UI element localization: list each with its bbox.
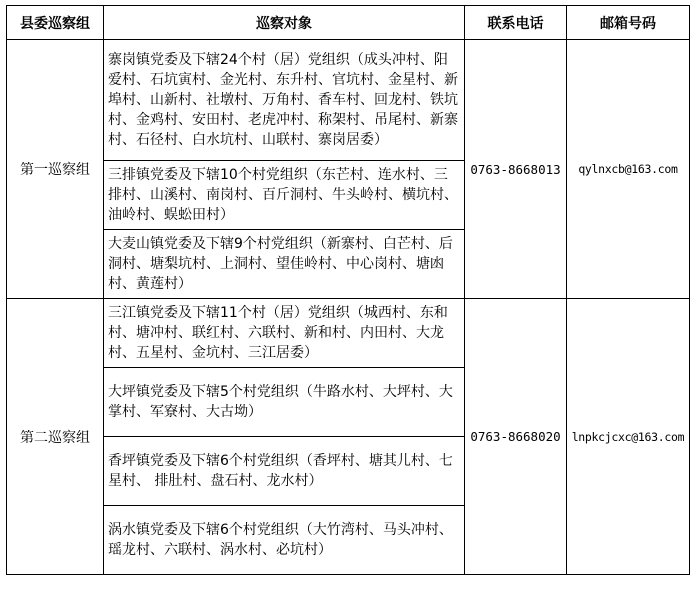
group-name: 第二巡察组 [7,299,104,575]
table-row [7,299,690,368]
table-row [7,40,690,161]
target-cell: 三江镇党委及下辖11个村（居）党组织（城西村、东和村、塘冲村、联红村、六联村、新和村、内田村、大龙村、五星村、金坑村、三江居委） [104,299,465,368]
target-cell: 大麦山镇党委及下辖9个村党组织（新寨村、白芒村、后洞村、塘梨坑村、上洞村、望佳岭村、中心岗村、塘凼村、黄莲村） [104,230,465,299]
email-address: lnpkcjcxc@163.com [567,299,690,575]
target-cell: 三排镇党委及下辖10个村党组织（东芒村、连水村、三排村、山溪村、南岗村、百斤洞村、牛头岭村、横坑村、油岭村、蜈蚣田村） [104,161,465,230]
header-target: 巡察对象 [104,6,465,40]
target-cell: 大坪镇党委及下辖5个村党组织（牛路水村、大坪村、大掌村、军寮村、大古坳） [104,368,465,437]
header-email: 邮箱号码 [567,6,690,40]
phone-number: 0763-8668020 [465,299,567,575]
target-cell: 香坪镇党委及下辖6个村党组织（香坪村、塘其儿村、七星村、 排肚村、盘石村、龙水村） [104,437,465,506]
group-name: 第一巡察组 [7,40,104,299]
email-address: qylnxcb@163.com [567,40,690,299]
header-row [7,6,690,40]
phone-number: 0763-8668013 [465,40,567,299]
inspection-table [6,5,690,575]
header-phone: 联系电话 [465,6,567,40]
header-group: 县委巡察组 [7,6,104,40]
target-cell: 涡水镇党委及下辖6个村党组织（大竹湾村、马头冲村、瑶龙村、六联村、涡水村、必坑村） [104,506,465,575]
target-cell: 寨岗镇党委及下辖24个村（居）党组织（成头冲村、阳爱村、石坑寅村、金光村、东升村、官坑村、金星村、新埠村、山新村、社墩村、万角村、香车村、回龙村、铁坑村、金鸡村、安田村、老虎冲村、称架村、吊尾村、新寨村、石径村、白水坑村、山联村、寨岗居委） [104,40,465,161]
